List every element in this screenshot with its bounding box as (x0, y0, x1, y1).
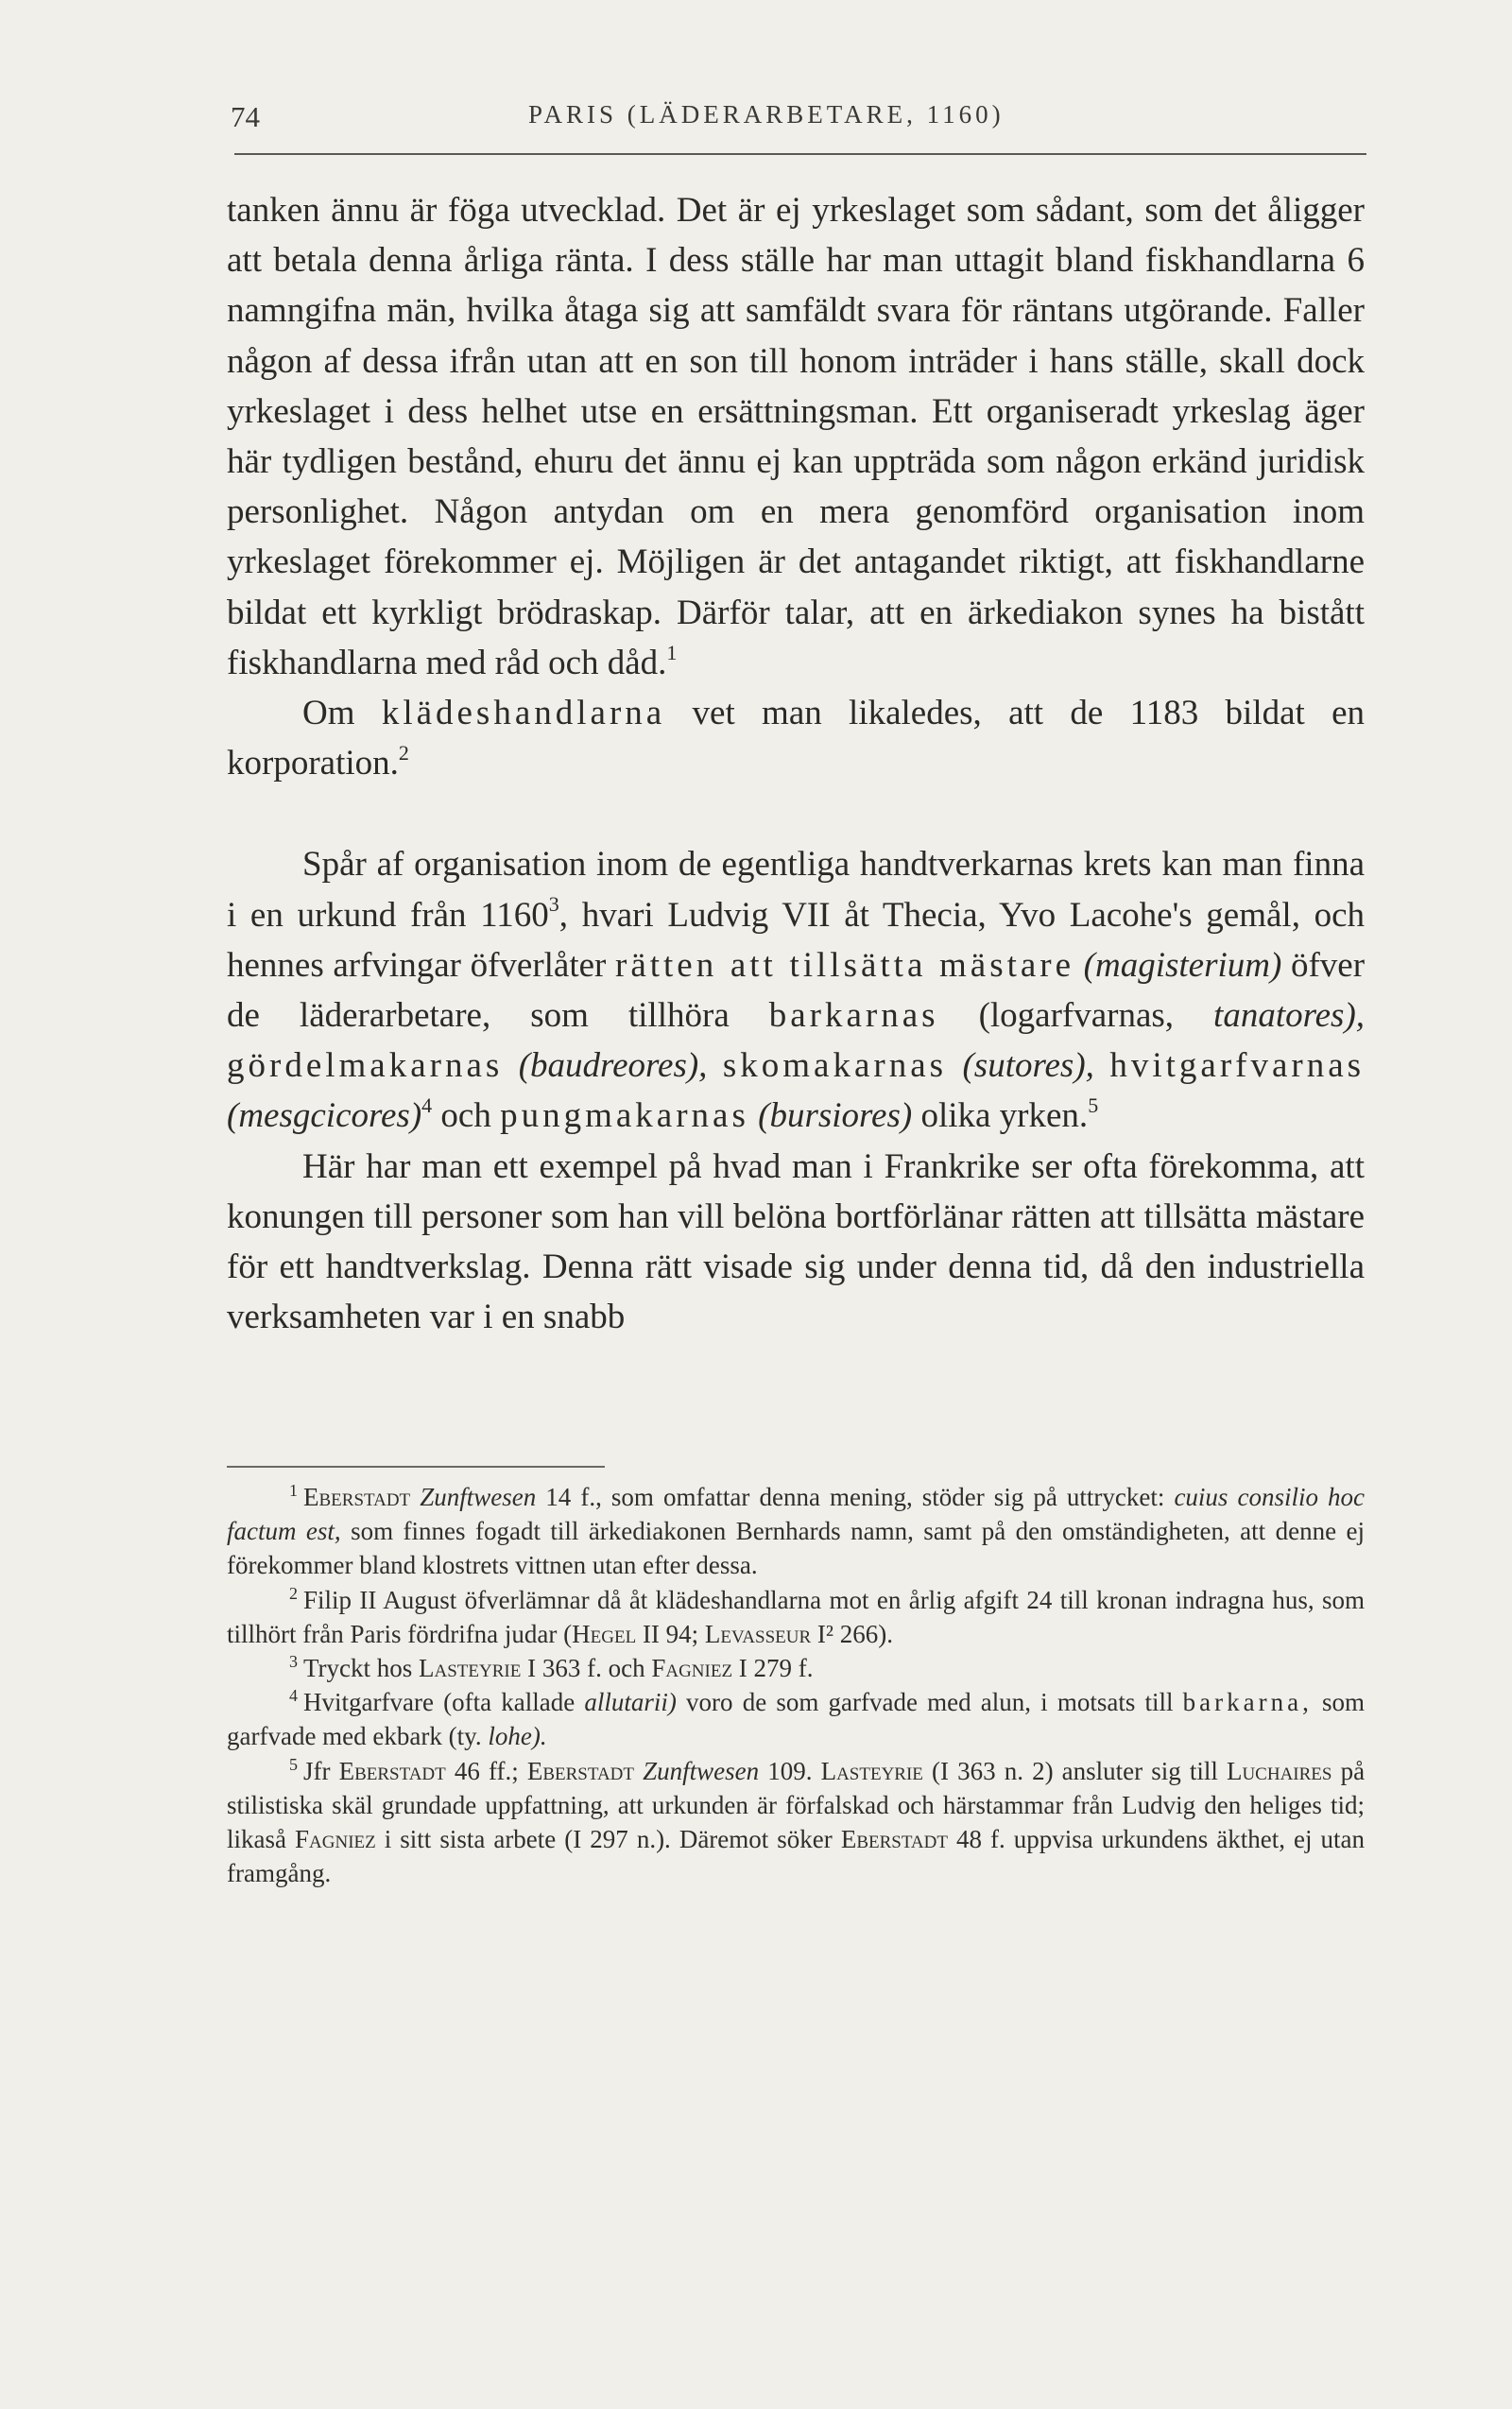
footnote-ref-3: 3 (548, 892, 559, 917)
emphasis-spaced: skomakarnas (722, 1046, 948, 1086)
main-text (227, 185, 1365, 1342)
paragraph-1: tanken ännu är föga utvecklad. Det är ej yrkeslaget som sådant, som det åligger att betala denna årliga ränta. I dess ställe har man uttagit bland fiskhandlarna 6 namngifna män, hvilka åtaga sig att samfäldt svara för räntans utgörande. Faller någon af dessa ifrån utan att en son till honom inträder i hans ställe, skall dock yrkeslaget i dess helhet utse en ersättningsman. Ett organiseradt yrkeslag äger här tydligen bestånd, ehuru det ännu ej kan uppträda som någon erkänd juridisk personlighet. Någon antydan om en mera genomförd organisation inom yrkeslaget förekommer ej. Möjligen är det antagandet riktigt, att fiskhandlarne bildat ett kyrkligt brödraskap. Därför talar, att en ärkediakon synes ha bistått fiskhandlarna med råd och dåd.$^1$ (227, 191, 1365, 682)
latin-term: (mesgcicores) (227, 1096, 422, 1136)
footnote-mark: 2 (289, 1583, 298, 1603)
latin-term: (baudreores), (518, 1046, 708, 1086)
emphasis-spaced: gördelmakarnas (227, 1046, 504, 1086)
running-head: PARIS (LÄDERARBETARE, 1160) (528, 100, 1005, 129)
header-rule (234, 153, 1366, 155)
latin-term: tanatores), (1213, 996, 1366, 1036)
emphasis-spaced: barkarnas (768, 996, 939, 1036)
emphasis-spaced: klädeshandlarna (381, 694, 666, 733)
latin-term: (bursiores) (758, 1096, 913, 1136)
footnote-ref-2: 2 (398, 740, 409, 765)
footnote-2: $^2$ Filip II August öfverlämnar då åt klädeshandlarna mot en årlig afgift 24 till kronan indragna hus, som tillhört från Paris fördrifna judar (Hegel II 94; Levasseur I² 266). (227, 1583, 1365, 1648)
footnote-mark: 3 (289, 1652, 298, 1672)
paragraph-4: Här har man ett exempel på hvad man i Frankrike ser ofta förekomma, att konungen till personer som han vill belöna bortförlänar rätten att tillsätta mästare för ett handtverkslag. Denna rätt visade sig under denna tid, då den industriella verksamheten var i en snabb (227, 1146, 1365, 1337)
footnotes (227, 1480, 1365, 1890)
emphasis-spaced: rätten att tillsätta mästare (615, 945, 1075, 985)
page-header (231, 91, 1365, 147)
emphasis-spaced: pungmakarnas (500, 1096, 749, 1136)
footnote-ref-5: 5 (1088, 1093, 1099, 1118)
footnote-5: $^5$ Jfr Eberstadt 46 ff.; Eberstadt Zunftwesen 109. Lasteyrie (I 363 n. 2) ansluter sig till Luchaires på stilistiska skäl grundade uppfattning, att urkunden är förfalskad och härstammar från Ludvig den heliges tid; likaså Fagniez i sitt sista arbete (I 297 n.). Däremot söker Eberstadt 48 f. uppvisa urkundens äkthet, ej utan framgång. (227, 1754, 1366, 1888)
footnote-4: $^4$ Hvitgarfvare (ofta kallade allutarii) voro de som garfvade med alun, i motsats till barkarna, som garfvade med ekbark (ty. lohe). (227, 1686, 1366, 1751)
footnote-mark: 5 (289, 1754, 298, 1774)
paragraph-3: Spår af organisation inom de egentliga handtverkarnas krets kan man finna i en urkund från 1160$^3$, hvari Ludvig VII åt Thecia, Yvo Lacohe's gemål, och hennes arfvingar öfverlåter rätten att tillsätta mästare (magisterium) öfver de läderarbetare, som tillhöra barkarnas (logarfvarnas, tanatores), gördelmakarnas (baudreores), skomakarnas (sutores), hvitgarfvarnas (mesgcicores)$^4$ och pungmakarnas (bursiores) olika yrken.$^5$ (227, 845, 1366, 1136)
footnote-mark: 4 (289, 1686, 298, 1706)
latin-term: (sutores), (962, 1046, 1094, 1086)
footnote-ref-4: 4 (421, 1093, 433, 1118)
emphasis-spaced: hvitgarfvarnas (1109, 1046, 1366, 1086)
footnote-1: $^1$ Eberstadt Zunftwesen 14 f., som omfattar denna mening, stöder sig på uttrycket: cuius consilio hoc factum est, som finnes fogadt till ärkediakonen Bernhards namn, samt på den omständigheten, att denne ej förekommer bland klostrets vittnen utan efter dessa. (227, 1481, 1366, 1580)
paragraph-2: Om klädeshandlarna vet man likaledes, att de 1183 bildat en korporation.$^2$ (227, 694, 1366, 783)
footnote-mark: 1 (289, 1481, 298, 1500)
footnote-ref-1: 1 (666, 640, 678, 664)
footnote-3: $^3$ Tryckt hos Lasteyrie I 363 f. och Fagniez I 279 f. (289, 1652, 814, 1683)
latin-term: (magisterium) (1083, 945, 1282, 985)
footnote-rule (227, 1466, 605, 1468)
page-number: 74 (231, 100, 260, 133)
